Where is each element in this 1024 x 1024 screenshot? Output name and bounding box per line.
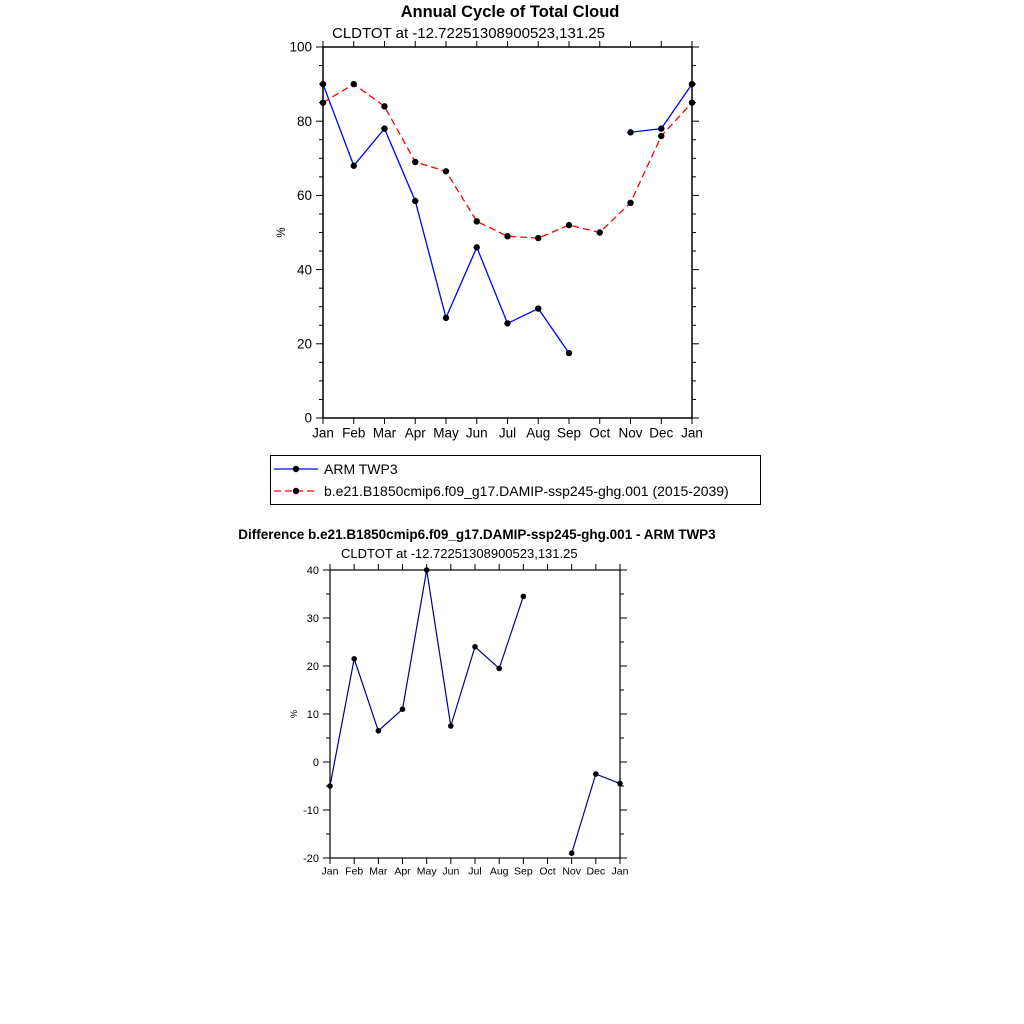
legend-label-model: b.e21.B1850cmip6.f09_g17.DAMIP-ssp245-ghg.001 (2015-2039) [324, 483, 729, 499]
svg-text:Oct: Oct [539, 865, 556, 878]
svg-text:-10: -10 [303, 804, 319, 817]
svg-text:Mar: Mar [369, 865, 388, 878]
svg-text:Apr: Apr [394, 865, 411, 878]
svg-text:30: 30 [306, 612, 319, 625]
svg-text:Jul: Jul [468, 865, 482, 878]
svg-text:20: 20 [306, 660, 319, 673]
svg-text:%: % [289, 709, 299, 719]
svg-text:Jan: Jan [321, 865, 339, 878]
svg-text:10: 10 [306, 708, 319, 721]
svg-text:Jan: Jan [312, 425, 334, 441]
svg-text:Feb: Feb [342, 425, 366, 441]
svg-text:Jun: Jun [465, 425, 488, 441]
svg-text:Sep: Sep [513, 865, 533, 878]
svg-text:Jul: Jul [498, 425, 517, 441]
svg-text:Aug: Aug [489, 865, 509, 878]
legend-line-sample-icon [271, 459, 321, 479]
svg-text:0: 0 [304, 410, 312, 426]
svg-text:Nov: Nov [562, 865, 582, 878]
bottom-chart-subtitle: CLDTOT at -12.72251308900523,131.25 [341, 546, 578, 561]
svg-text:Oct: Oct [589, 425, 611, 441]
svg-text:May: May [433, 425, 459, 441]
svg-text:-20: -20 [303, 852, 319, 865]
top-chart-title: Annual Cycle of Total Cloud [400, 3, 620, 21]
legend-label-arm-twp3: ARM TWP3 [324, 461, 398, 477]
top-chart-subtitle: CLDTOT at -12.72251308900523,131.25 [332, 25, 605, 42]
bottom-chart-plot [280, 558, 660, 888]
svg-text:Sep: Sep [556, 425, 582, 441]
legend-line-sample-icon [271, 481, 321, 501]
svg-text:Apr: Apr [404, 425, 426, 441]
svg-text:40: 40 [306, 564, 319, 577]
top-chart-plot [260, 38, 760, 450]
svg-text:%: % [276, 227, 288, 238]
svg-text:20: 20 [296, 336, 312, 352]
svg-text:Nov: Nov [618, 425, 643, 441]
svg-text:100: 100 [289, 39, 312, 55]
svg-text:40: 40 [296, 262, 312, 278]
svg-text:Jan: Jan [681, 425, 703, 441]
svg-text:Dec: Dec [586, 865, 606, 878]
svg-text:May: May [416, 865, 437, 878]
svg-text:80: 80 [296, 113, 312, 129]
legend-box [270, 455, 761, 505]
svg-text:Dec: Dec [649, 425, 674, 441]
legend-item-model [271, 480, 760, 502]
svg-text:60: 60 [296, 188, 312, 204]
svg-text:Mar: Mar [372, 425, 397, 441]
svg-text:Feb: Feb [345, 865, 364, 878]
svg-text:Jun: Jun [442, 865, 460, 878]
svg-text:Jan: Jan [611, 865, 629, 878]
svg-text:Aug: Aug [526, 425, 551, 441]
legend-item-arm-twp3 [271, 458, 760, 480]
bottom-chart-title: Difference b.e21.B1850cmip6.f09_g17.DAMIP-ssp245-ghg.001 - ARM TWP3 [238, 527, 716, 542]
svg-text:0: 0 [312, 756, 319, 769]
